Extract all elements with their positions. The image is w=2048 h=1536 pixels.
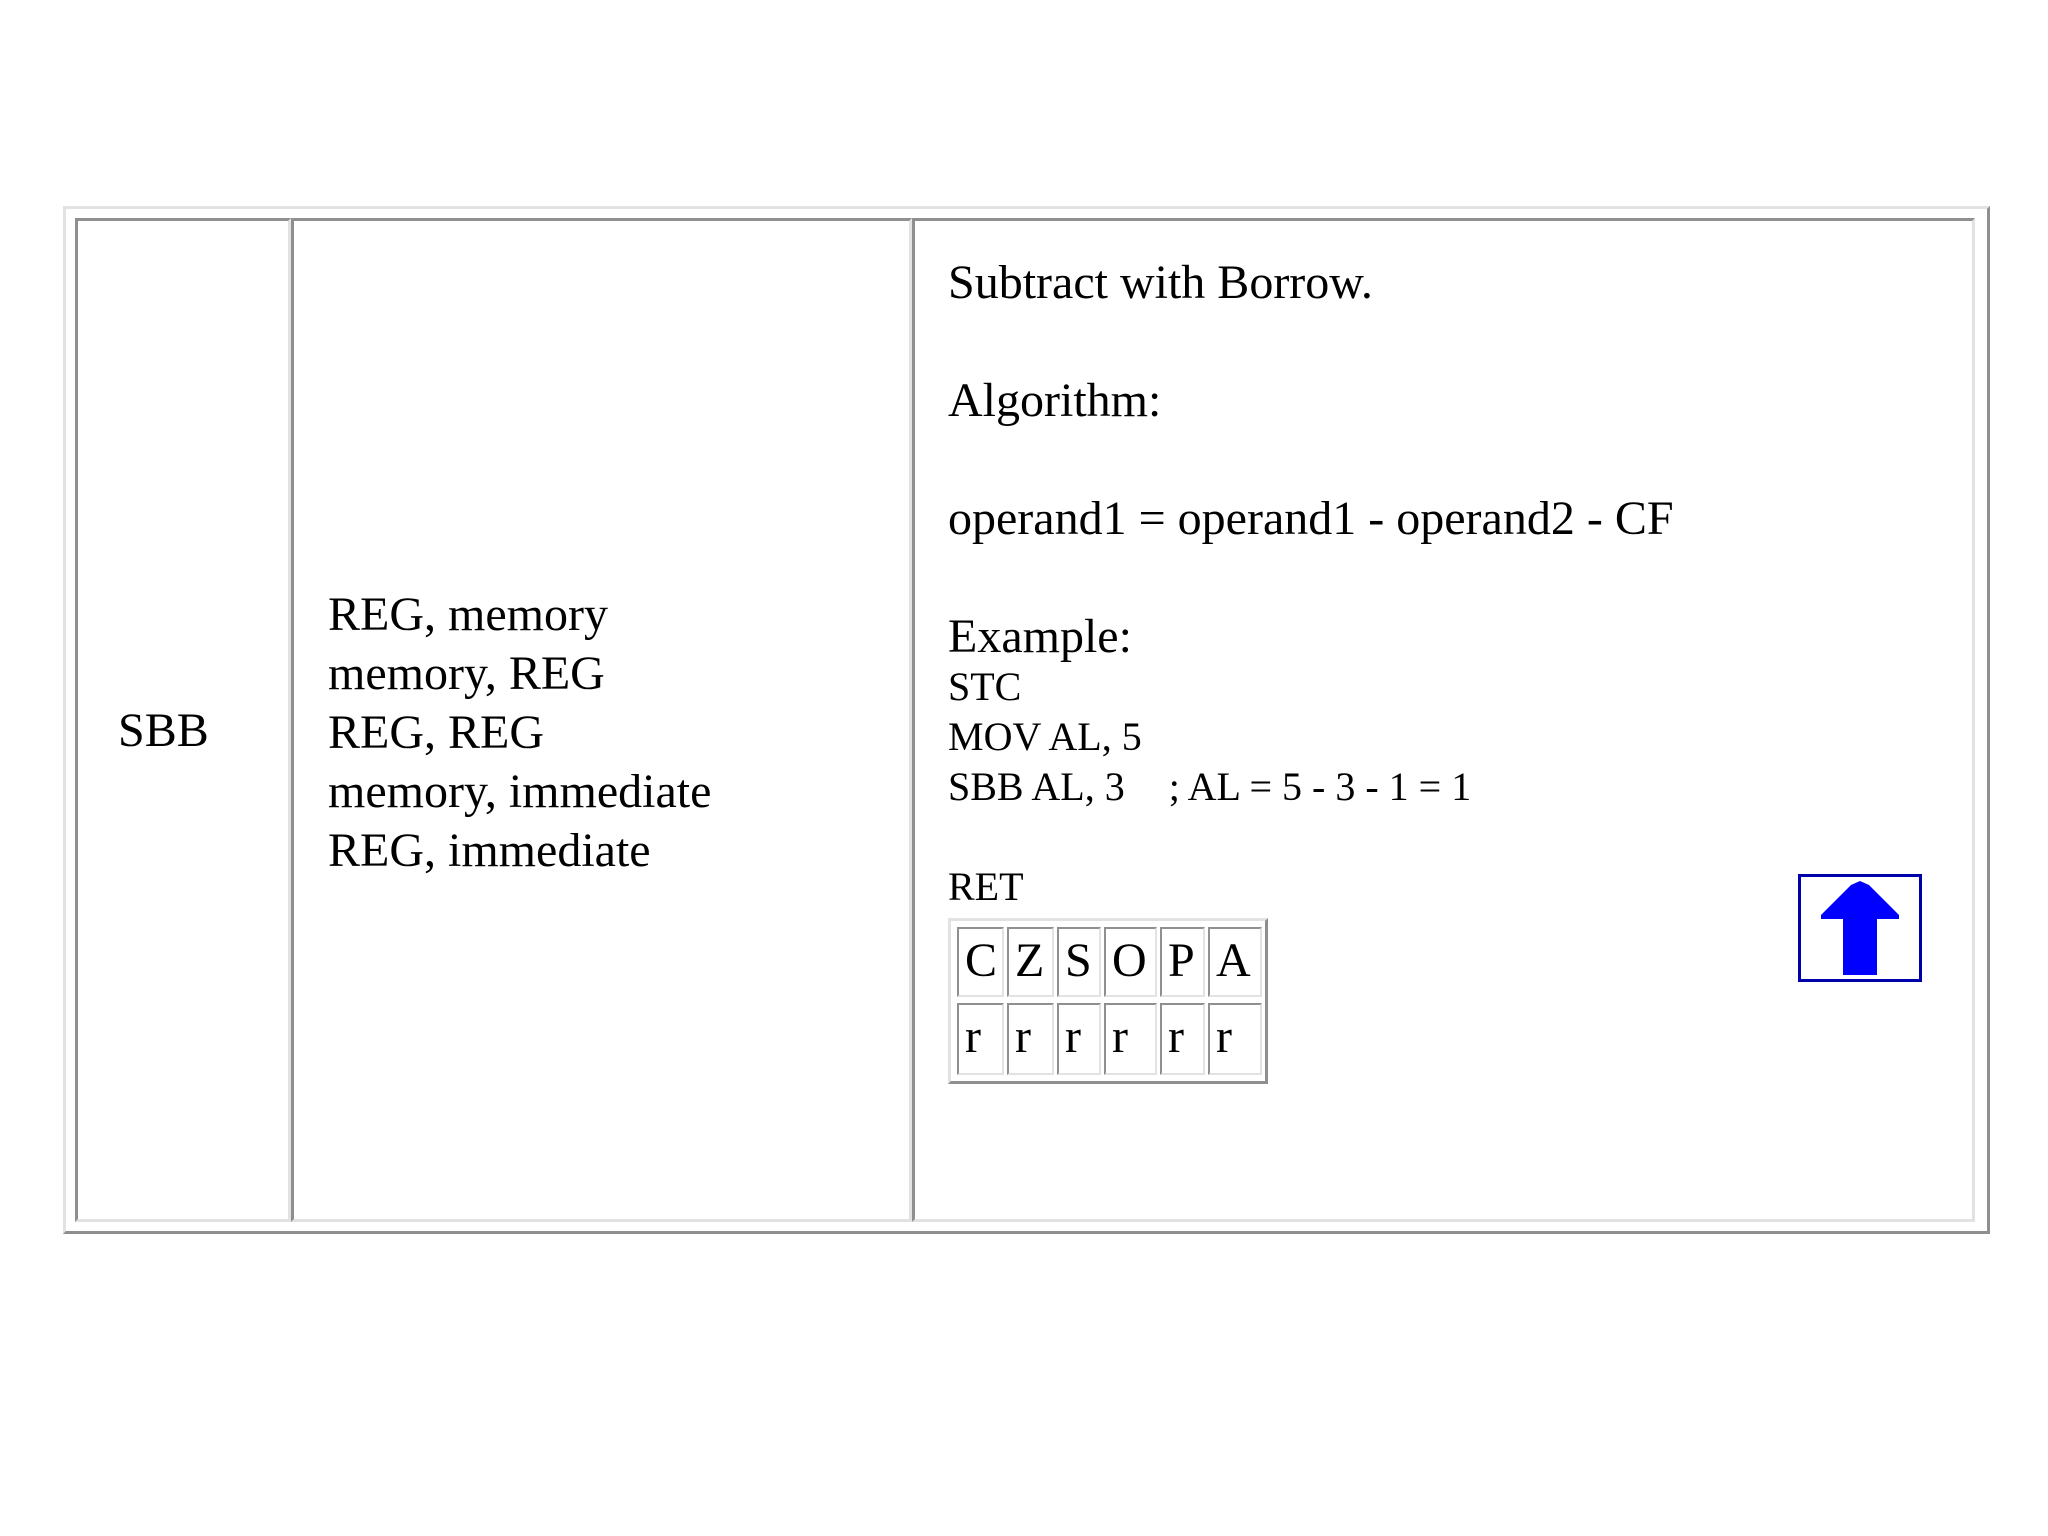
instruction-name-cell [75, 218, 291, 1222]
flag-value-cell: r [1160, 1003, 1205, 1075]
code-line: STC [948, 664, 1022, 709]
operand-item: memory, REG [328, 647, 605, 700]
operand-item: REG, REG [328, 706, 544, 759]
operand-item: REG, memory [328, 588, 608, 641]
back-to-top-button[interactable] [1798, 874, 1922, 982]
flag-name-cell: C [957, 927, 1004, 997]
operands-cell [291, 218, 912, 1222]
instruction-table [63, 206, 1990, 1234]
description-cell [912, 218, 1975, 1222]
description-text: Subtract with Borrow. [948, 256, 1373, 309]
code-line: MOV AL, 5 [948, 714, 1142, 759]
code-line: RET [948, 864, 1024, 909]
flag-value-cell: r [1104, 1003, 1157, 1075]
flag-value-cell: r [1057, 1003, 1101, 1075]
flag-name-cell: P [1160, 927, 1205, 997]
operand-item: REG, immediate [328, 824, 651, 877]
example-label: Example: [948, 610, 1132, 663]
instruction-name: SBB [118, 704, 209, 757]
operand-list [328, 585, 711, 880]
flag-name-cell: A [1208, 927, 1262, 997]
flag-value-cell: r [1007, 1003, 1054, 1075]
flag-value-cell: r [1208, 1003, 1262, 1075]
flag-name-cell: S [1057, 927, 1101, 997]
flag-value-cell: r [957, 1003, 1004, 1075]
code-line [948, 762, 1471, 812]
flags-table [948, 918, 1268, 1084]
up-arrow-icon [1801, 877, 1919, 979]
flag-name-cell: O [1104, 927, 1157, 997]
flag-name-cell: Z [1007, 927, 1054, 997]
algorithm-formula: operand1 = operand1 - operand2 - CF [948, 492, 1674, 545]
code-text: SBB AL, 3 [948, 764, 1125, 809]
algorithm-label: Algorithm: [948, 374, 1162, 427]
operand-item: memory, immediate [328, 765, 712, 818]
code-comment: ; AL = 5 - 3 - 1 = 1 [1168, 764, 1472, 809]
